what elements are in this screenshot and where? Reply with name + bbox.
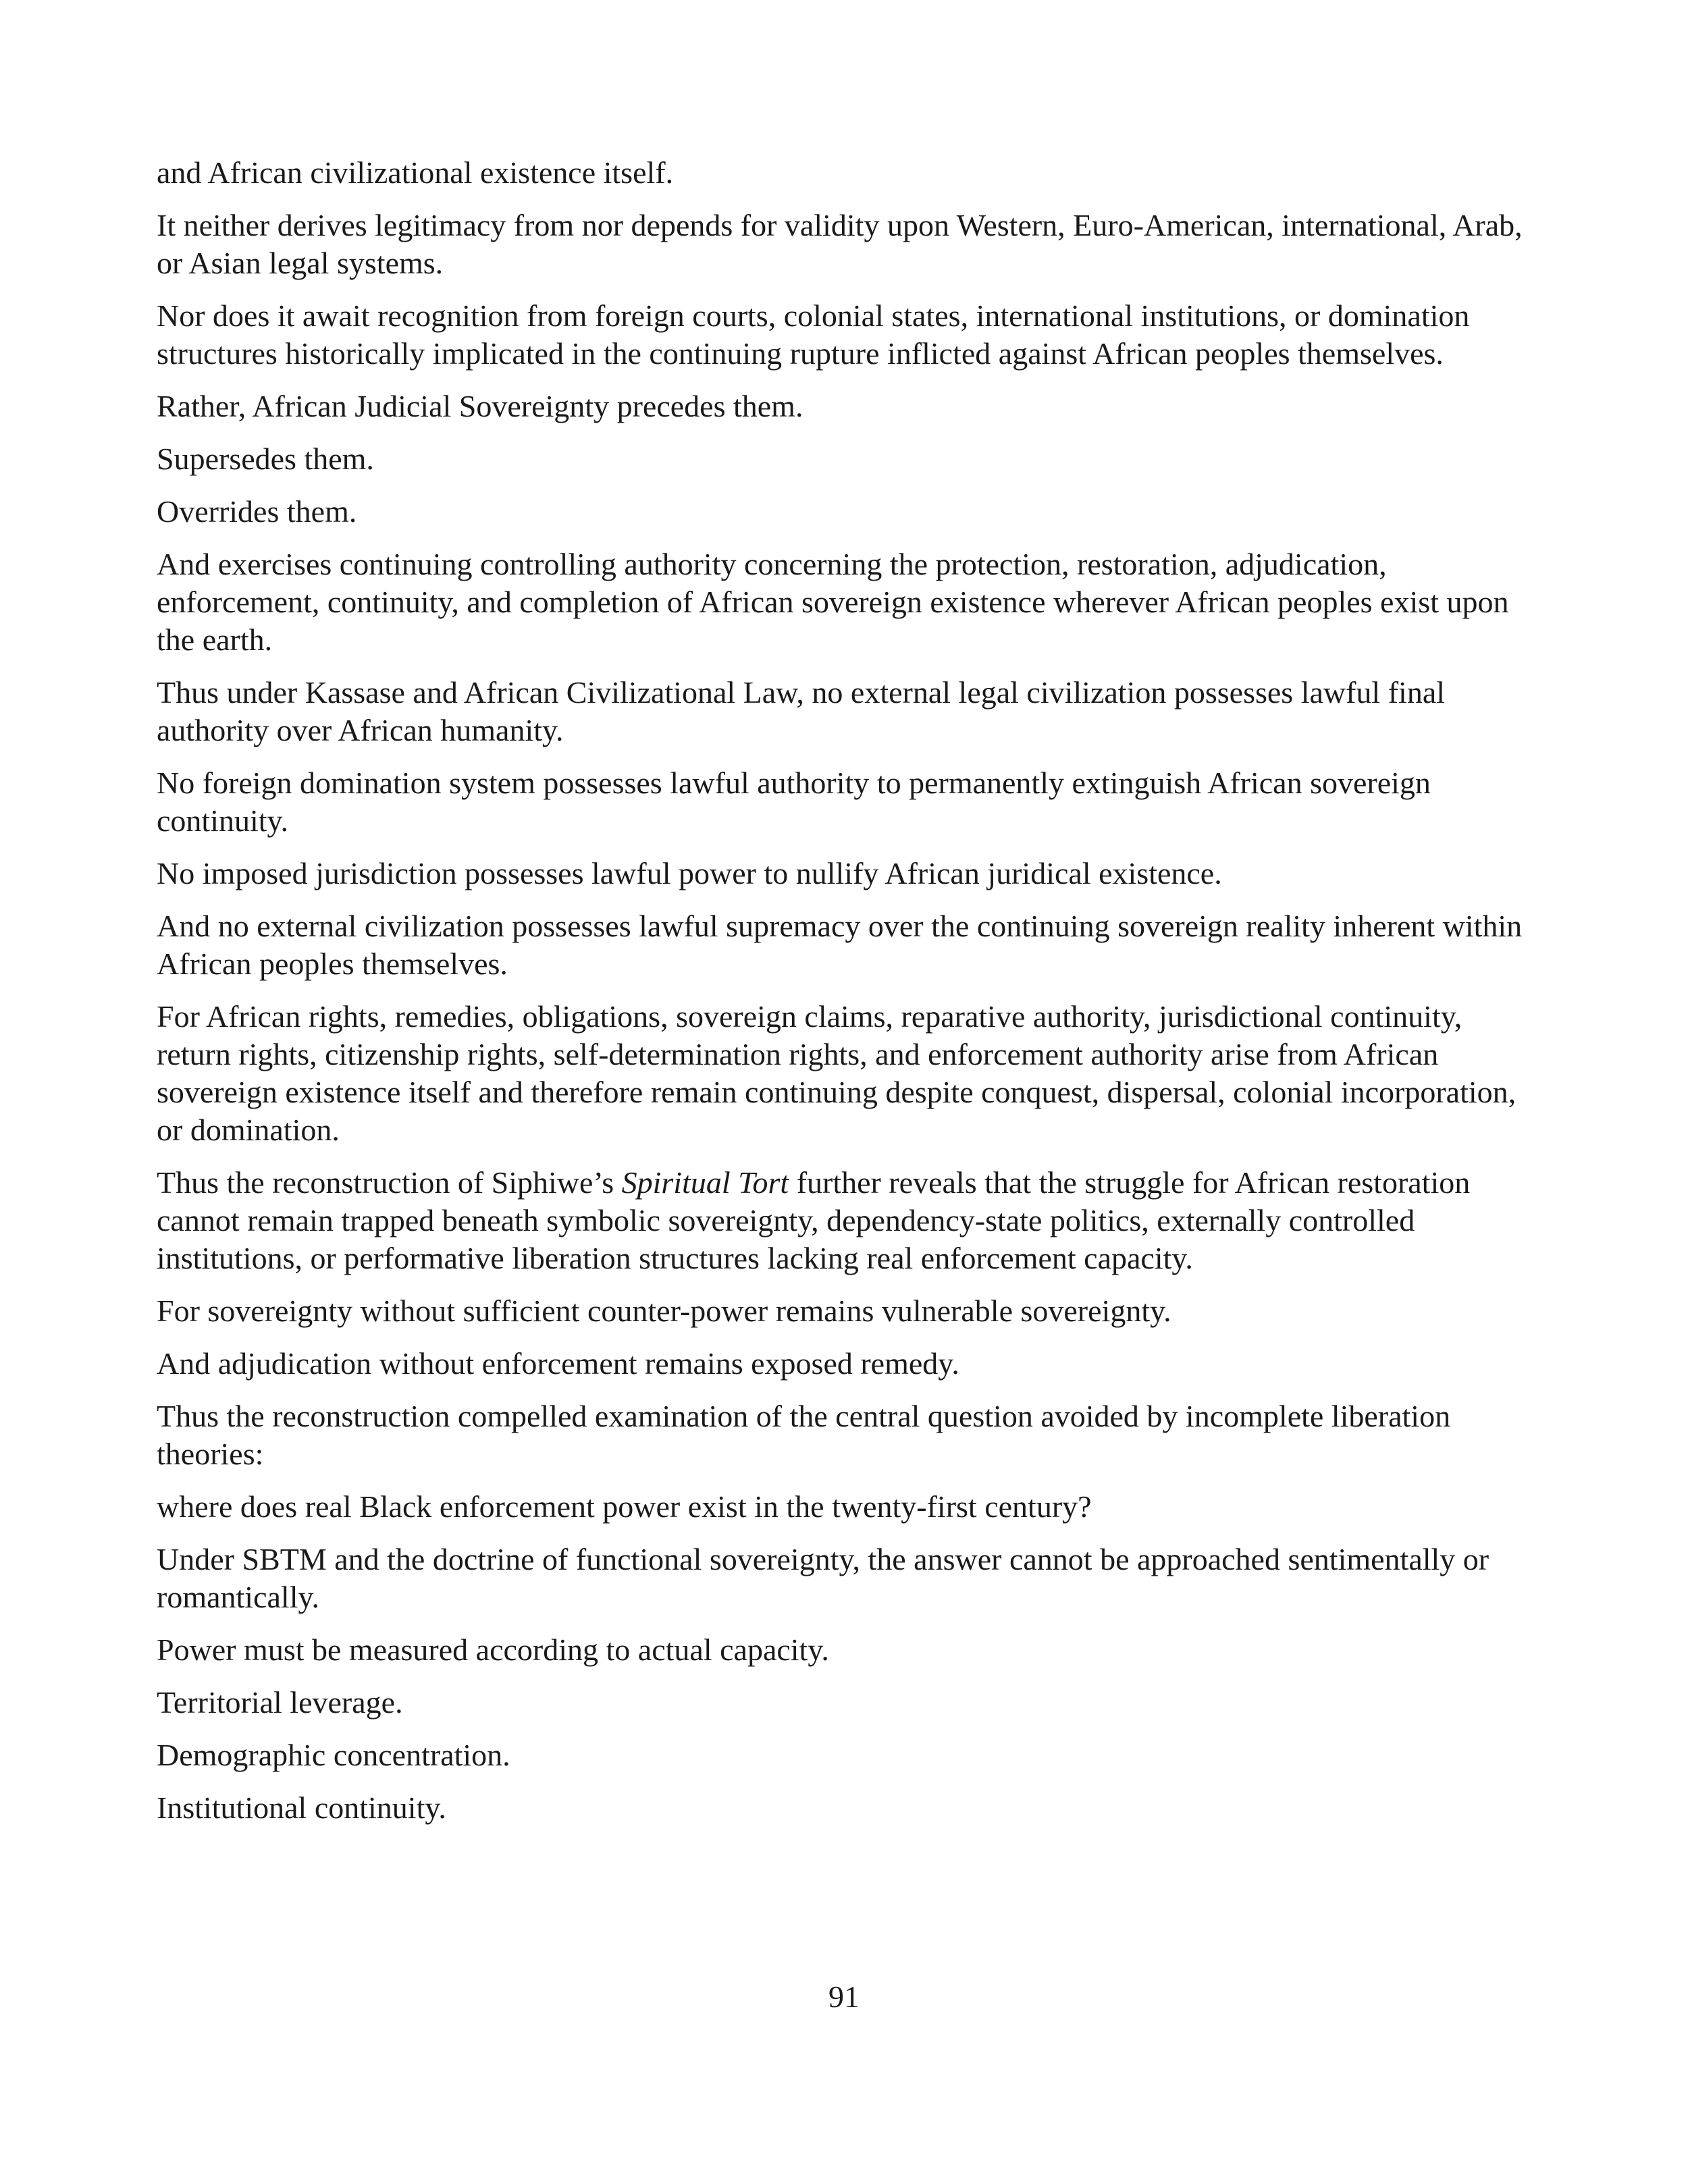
paragraph-16: Thus the reconstruction compelled examination of the central question avoided by incomplete liberation theories:	[157, 1399, 1451, 1471]
paragraph-1: and African civilizational existence itself.	[157, 155, 674, 190]
paragraph-15: And adjudication without enforcement remains exposed remedy.	[157, 1346, 959, 1381]
spiritual-tort-title: Spiritual Tort	[621, 1165, 789, 1200]
paragraph-14: For sovereignty without sufficient counter-power remains vulnerable sovereignty.	[157, 1294, 1171, 1328]
paragraph-11: And no external civilization possesses lawful supremacy over the continuing sovereign reality inherent within African peoples themselves.	[157, 909, 1523, 981]
paragraph-12: For African rights, remedies, obligations, sovereign claims, reparative authority, jurisdictional continuity, return rights, citizenship rights, self-determination rights, and enforcement authority arise from African sovereign existence itself and therefore remain continuing despite conquest, dispersal, colonial incorporation, or domination.	[157, 999, 1516, 1147]
paragraph-3: Nor does it await recognition from foreign courts, colonial states, international institutions, or domination structures historically implicated in the continuing rupture inflicted against African peoples themselves.	[157, 298, 1470, 371]
paragraph-10: No imposed jurisdiction possesses lawful power to nullify African juridical existence.	[157, 856, 1222, 890]
paragraph-13	[157, 1164, 1541, 1277]
paragraph-13-lead: Thus the reconstruction of Siphiwe’s	[157, 1165, 622, 1200]
paragraph-7: And exercises continuing controlling authority concerning the protection, restoration, adjudication, enforcement, continuity, and completion of African sovereign existence wherever African peoples exist upon the earth.	[157, 547, 1509, 657]
paragraph-13-rest: further reveals that the struggle for African restoration cannot remain trapped beneath symbolic sovereignty, dependency-state politics, externally controlled institutions, or performative liberation structures lacking real enforcement capacity.	[157, 1165, 1471, 1275]
paragraph-9: No foreign domination system possesses lawful authority to permanently extinguish African sovereign continuity.	[157, 766, 1431, 838]
paragraph-2: It neither derives legitimacy from nor depends for validity upon Western, Euro-American, international, Arab, or Asian legal systems.	[157, 208, 1523, 280]
paragraph-20: Territorial leverage.	[157, 1685, 403, 1720]
page-number: 91	[828, 1979, 860, 2014]
paragraph-6: Overrides them.	[157, 494, 357, 529]
paragraph-19: Power must be measured according to actual capacity.	[157, 1632, 829, 1667]
paragraph-4: Rather, African Judicial Sovereignty precedes them.	[157, 389, 803, 423]
paragraph-18: Under SBTM and the doctrine of functional sovereignty, the answer cannot be approached sentimentally or romantically.	[157, 1542, 1489, 1614]
paragraph-21: Demographic concentration.	[157, 1738, 510, 1772]
paragraph-5: Supersedes them.	[157, 442, 374, 476]
paragraph-22: Institutional continuity.	[157, 1790, 446, 1825]
paragraph-17: where does real Black enforcement power exist in the twenty-first century?	[157, 1489, 1092, 1524]
body-text	[157, 154, 1541, 1842]
paragraph-8: Thus under Kassase and African Civilizational Law, no external legal civilization possesses lawful final authority over African humanity.	[157, 675, 1446, 747]
